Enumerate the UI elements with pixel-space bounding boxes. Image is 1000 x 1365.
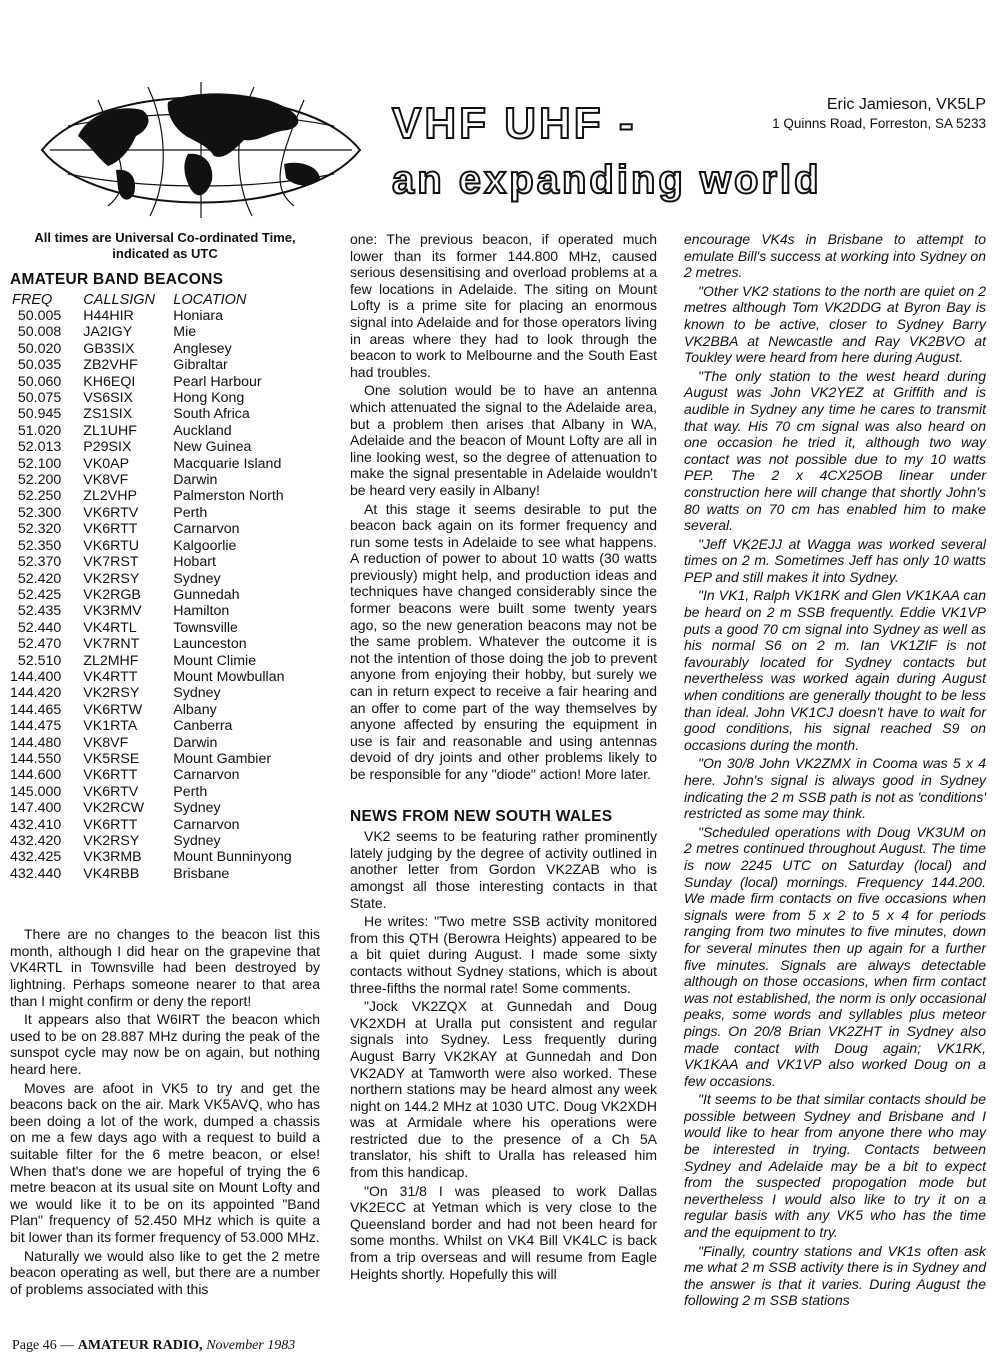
beacon-row	[10, 735, 292, 751]
beacon-location: Gunnedah	[173, 586, 240, 603]
beacon-row	[10, 849, 292, 865]
beacon-row	[10, 603, 292, 619]
beacon-row	[10, 538, 292, 554]
beacon-freq: 50.075	[17, 390, 62, 407]
beacon-location: Gibraltar	[173, 357, 228, 374]
beacon-freq: 52.510	[17, 652, 62, 669]
beacon-callsign: VK6RTW	[83, 701, 143, 718]
beacon-freq: 432.440	[10, 865, 62, 882]
beacon-table	[10, 292, 292, 883]
beacon-freq: 50.020	[17, 340, 62, 357]
beacon-callsign: ZB2VHF	[83, 357, 138, 374]
beacon-callsign: H44HIR	[83, 308, 134, 324]
footer-page: Page 46 —	[12, 1338, 75, 1353]
paragraph: "Jock VK2ZQX at Gunnedah and Doug VK2XDH at Uralla put consistent and regular signals into Sydney. Less frequently during August Barry VK2KAY at Gunnedah and Don VK2ADY at Tamworth were also worked. These northern stations may be heard almost any week night on 144.2 MHz at 1030 UTC. Doug VK2XDH was at Armidale where his operations were restricted due to the presence of a Ch 5A translator, his shift to Uralla has released him from this handicap.	[350, 998, 657, 1181]
beacon-location: Carnarvon	[173, 816, 240, 833]
beacon-location: Sydney	[173, 833, 221, 849]
paragraph: "In VK1, Ralph VK1RK and Glen VK1KAA can be heard on 2 m SSB frequently. Eddie VK1VP puts a good 70 cm signal into Sydney as well as his normal S6 on 2 m. Ian VK1ZIF is not favourably located for Sydney contacts but nevertheless was worked again during August when conditions are generally thought to be less than ideal. John VK1CJ doesn't have to wait for good conditions, his signal reached S9 on occasions during the month.	[684, 587, 986, 753]
beacon-freq: 50.060	[17, 373, 62, 390]
beacon-callsign: GB3SIX	[83, 340, 135, 357]
beacon-callsign: VK2RGB	[83, 586, 141, 603]
beacon-callsign: VS6SIX	[83, 390, 133, 407]
beacon-location: Macquarie Island	[173, 455, 282, 472]
beacon-location: Sydney	[173, 685, 221, 702]
beacon-row	[10, 571, 292, 587]
beacon-location: Albany	[173, 701, 217, 718]
beacon-location: Brisbane	[173, 865, 230, 882]
beacon-freq: 52.300	[17, 504, 62, 521]
beacon-callsign: VK8VF	[83, 472, 129, 489]
beacon-location: South Africa	[173, 406, 250, 423]
beacon-location: Mount Bunninyong	[173, 849, 292, 866]
beacon-location: Palmerston North	[173, 488, 284, 505]
beacon-freq: 432.420	[10, 833, 62, 849]
paragraph: "Jeff VK2EJJ at Wagga was worked several times on 2 m. Sometimes Jeff has only 10 watts PEP and still makes it into Sydney.	[684, 535, 986, 585]
beacon-freq: 50.008	[17, 324, 62, 341]
beacon-row	[10, 341, 292, 357]
beacon-row	[10, 751, 292, 767]
beacon-row	[10, 324, 292, 340]
paragraph: There are no changes to the beacon list this month, although I did hear on the grapevine that VK4RTL in Townsville had been destroyed by lightning. Perhaps someone nearer to that area than I might confirm or deny the report!	[10, 926, 320, 1009]
author-block	[772, 96, 986, 131]
beacon-callsign: VK2RCW	[83, 800, 144, 817]
beacon-callsign: VK2RSY	[83, 833, 140, 849]
beacon-table-body	[10, 308, 292, 882]
beacon-row	[10, 390, 292, 406]
beacon-callsign: ZS1SIX	[83, 406, 133, 423]
beacon-callsign: VK2RSY	[83, 685, 140, 702]
beacon-freq: 50.945	[17, 406, 62, 423]
beacon-row	[10, 653, 292, 669]
paragraph: "The only station to the west heard during August was John VK2YEZ at Griffith and is audible in Sydney any time he cares to transmit that way. His 70 cm signal was also heard on one occasion he tried it, although two way contact was not possible due to my 10 watts PEP. The 2 x 4CX25OB linear under construction here will change that shortly John's 80 watts on 70 cm has enabled him to make several.	[684, 367, 986, 534]
world-map-globe-logo	[38, 70, 364, 230]
author-name: Eric Jamieson, VK5LP	[826, 96, 986, 113]
beacon-row	[10, 505, 292, 521]
column-2-body	[350, 231, 657, 783]
column-2	[350, 231, 657, 1284]
paragraph: VK2 seems to be featuring rather prominently lately judging by the degree of activity outlined in another letter from Gordon VK2ZAB who is amongst all those interesting contacts in that State.	[350, 828, 657, 911]
beacon-row	[10, 374, 292, 390]
beacon-location: Mount Mowbullan	[173, 668, 285, 685]
beacon-location: Hong Kong	[173, 390, 245, 407]
beacon-row	[10, 521, 292, 537]
beacon-row	[10, 767, 292, 783]
paragraph: Moves are afoot in VK5 to try and get the beacons back on the air. Mark VK5AVQ, who has been doing a lot of the work, dumped a chassis on me a few days ago with a request to build a suitable filter for the 6 metre beacon, or else! When that's done we are hopeful of trying the 6 metre beacon at its usual site on Mount Lofty and we would like it to be on its appointed "Band Plan" frequency of 52.450 MHz which is quite a bit lower than its former frequency of 53.000 MHz.	[10, 1079, 320, 1245]
beacon-callsign: VK4RTL	[83, 619, 137, 636]
beacon-callsign: KH6EQI	[83, 373, 136, 390]
beacon-location: Sydney	[173, 570, 221, 587]
beacon-freq: 50.005	[17, 308, 62, 324]
beacon-location: Darwin	[173, 472, 218, 489]
title-line-2: an expanding world	[392, 158, 822, 202]
beacon-freq: 432.410	[10, 816, 62, 833]
beacon-row	[10, 488, 292, 504]
beacon-location: Hobart	[173, 554, 216, 571]
beacon-freq: 432.425	[10, 849, 62, 866]
beacon-location: Auckland	[173, 422, 232, 439]
beacon-row	[10, 784, 292, 800]
page-footer	[12, 1338, 295, 1354]
beacon-row	[10, 800, 292, 816]
beacon-freq: 52.100	[17, 455, 62, 472]
beacon-callsign: VK2RSY	[83, 570, 140, 587]
beacon-freq: 52.435	[17, 603, 62, 620]
col-header-callsign: CALLSIGN	[83, 291, 156, 308]
beacon-location: New Guinea	[173, 439, 252, 456]
utc-note: All times are Universal Co-ordinated Time, indicated as UTC	[34, 230, 296, 261]
beacon-row	[10, 587, 292, 603]
beacon-location: Perth	[173, 783, 208, 800]
beacon-callsign: ZL1UHF	[83, 422, 137, 439]
beacon-callsign: VK1RTA	[83, 718, 138, 735]
beacon-freq: 52.370	[17, 554, 62, 571]
beacon-row	[10, 636, 292, 652]
paragraph: "Scheduled operations with Doug VK3UM on 2 metres continued throughout August. The time is now 2245 UTC on Saturday (local) and Sunday (local) mornings. Frequency 144.200. We made firm contacts on five occasions when signals were from 5 x 2 to 5 x 4 for periods ranging from two minutes to five minutes, down for several minutes then up again for a further five minutes. Signals are always detectable although on those occasions, when firm contact was not established, the norm is only occasional peaks, some words and syllables plus meteor pings. On 20/8 Brian VK2ZHT in Sydney also made contact with Doug again; VK1RK, VK1KAA and VK1VP also worked Doug on a few occasions.	[684, 823, 986, 1089]
beacon-freq: 52.200	[17, 472, 62, 489]
beacon-row	[10, 833, 292, 849]
nsw-heading: NEWS FROM NEW SOUTH WALES	[350, 807, 613, 825]
beacon-freq: 144.475	[10, 718, 62, 735]
beacon-freq: 52.250	[17, 488, 62, 505]
beacon-callsign: P29SIX	[83, 439, 132, 456]
beacon-freq: 50.035	[17, 357, 62, 374]
beacons-heading: AMATEUR BAND BEACONS	[10, 271, 224, 288]
beacon-location: Carnarvon	[173, 767, 240, 784]
beacon-callsign: VK6RTV	[83, 504, 139, 521]
nsw-body	[350, 828, 657, 1282]
paragraph: "It seems to be that similar contacts should be possible between Sydney and Brisbane and I would like to hear from anyone there who may be interested in trying. Contacts between Sydney and Adelaide may be a bit to expect from the suspected propogation mode but nevertheless I would also like to try it on a regular basis with any VK5 who has the time and the equipment to try.	[684, 1091, 986, 1241]
paragraph: one: The previous beacon, if operated much lower than its former 144.800 MHz, caused serious desensitising and overload problems at a few locations in Adelaide. The siting on Mount Lofty is a prime site for placing an enormous signal into Adelaide and for those operators living in areas where they had to look through the beacon to work to Melbourne and the South East had troubles.	[350, 231, 657, 380]
beacon-row	[10, 456, 292, 472]
beacon-callsign: VK7RST	[83, 554, 139, 571]
beacon-callsign: VK7RNT	[83, 636, 140, 653]
beacon-callsign: JA2IGY	[83, 324, 133, 341]
beacon-freq: 52.470	[17, 636, 62, 653]
beacon-callsign: VK5RSE	[83, 750, 140, 767]
beacon-row	[10, 669, 292, 685]
beacon-freq: 144.480	[10, 734, 62, 751]
footer-date: November 1983	[206, 1338, 296, 1353]
beacon-callsign: VK4RBB	[83, 865, 140, 882]
beacon-row	[10, 866, 292, 882]
beacon-callsign: VK6RTU	[83, 537, 140, 554]
beacon-callsign: VK4RTT	[83, 668, 138, 685]
beacon-row	[10, 620, 292, 636]
beacon-callsign: VK3RMV	[83, 603, 142, 620]
column-3-body	[684, 231, 986, 1309]
beacon-row	[10, 406, 292, 422]
beacon-freq: 144.420	[10, 685, 62, 702]
beacon-table-header	[10, 292, 292, 308]
beacon-row	[10, 472, 292, 488]
footer-magazine: AMATEUR RADIO,	[77, 1338, 203, 1353]
beacon-location: Mount Gambier	[173, 750, 272, 767]
beacon-freq: 145.000	[10, 783, 62, 800]
beacon-location: Perth	[173, 504, 208, 521]
beacon-callsign: VK8VF	[83, 734, 129, 751]
column-1-body	[10, 926, 320, 1297]
beacon-freq: 51.020	[17, 422, 62, 439]
beacon-location: Mount Climie	[173, 652, 257, 669]
beacon-location: Mie	[173, 324, 197, 341]
beacon-row	[10, 554, 292, 570]
paragraph: "Other VK2 stations to the north are quiet on 2 metres although Tom VK2DDG at Byron Bay is known to be active, closer to Sydney Barry VK2BBA at Newcastle and Ray VK2BVO at Toukley were heard from here during August.	[684, 282, 986, 366]
paragraph: encourage VK4s in Brisbane to attempt to emulate Bill's success at working into Sydney on 2 metres.	[684, 231, 986, 281]
beacon-callsign: VK6RTT	[83, 521, 138, 538]
beacon-location: Pearl Harbour	[173, 373, 262, 390]
beacon-row	[10, 718, 292, 734]
beacon-location: Townsville	[173, 619, 238, 636]
beacon-row	[10, 702, 292, 718]
beacon-location: Carnarvon	[173, 521, 240, 538]
beacon-freq: 52.425	[17, 586, 62, 603]
beacon-row	[10, 357, 292, 373]
beacon-callsign: VK6RTT	[83, 816, 138, 833]
beacon-freq: 52.440	[17, 619, 62, 636]
beacon-row	[10, 308, 292, 324]
beacon-location: Darwin	[173, 734, 218, 751]
col-header-freq: FREQ	[12, 291, 53, 308]
beacon-row	[10, 817, 292, 833]
beacon-callsign: ZL2VHP	[83, 488, 137, 505]
beacon-freq: 52.420	[17, 570, 62, 587]
beacon-location: Honiara	[173, 308, 223, 324]
beacon-row	[10, 439, 292, 455]
col-header-location: LOCATION	[173, 291, 247, 308]
paragraph: He writes: "Two metre SSB activity monitored from this QTH (Berowra Heights) appeared to be a bit quiet during August. I made some sixty contacts without Sydney stations, which is about three-fifths the normal rate! Some comments.	[350, 913, 657, 996]
beacon-freq: 144.465	[10, 701, 62, 718]
beacon-callsign: VK3RMB	[83, 849, 142, 866]
paragraph: At this stage it seems desirable to put the beacon back again on its former frequency and run some tests in Adelaide to see what happens. A reduction of power to about 10 watts (30 watts previously) might help, and production ideas and techniques have changed considerably since the former beacons were built some twenty years ago, so the new generation beacons may not be the same problem. Whatever the outcome it is not the intention of those doing the job to prevent anyone from enjoying their hobby, but surely we can in return expect to receive a fair hearing and an offer to come part of the way themselves by anyone affected by ensuring the equipment in use is fair and reasonable and using antennas devoid of dry joints and other problems likely to be responsible for any "diode" action! More later.	[350, 500, 657, 782]
beacon-callsign: VK0AP	[83, 455, 130, 472]
beacon-freq: 52.320	[17, 521, 62, 538]
paragraph: "On 30/8 John VK2ZMX in Cooma was 5 x 4 here. John's signal is always good in Sydney indicating the 2 m SSB path is not as 'conditions' restricted as some may think.	[684, 755, 986, 822]
paragraph: "Finally, country stations and VK1s often ask me what 2 m SSB activity there is in Sydney and the answer is that it varies. During August the following 2 m SSB stations	[684, 1242, 986, 1309]
paragraph: One solution would be to have an antenna which attenuated the signal to the Adelaide area, but a problem then arises that Albany in WA, Adelaide and the beacon of Mount Lofty are all in line looking west, so the degree of attenuation to make the signal presentable in Adelaide wouldn't be heard very easily in Albany!	[350, 382, 657, 498]
column-3	[684, 231, 986, 1311]
title-line-1: VHF UHF -	[392, 99, 637, 148]
paragraph: Naturally we would also like to get the 2 metre beacon operating as well, but there are a number of problems associated with this	[10, 1247, 320, 1297]
beacon-freq: 147.400	[10, 800, 62, 817]
beacon-row	[10, 685, 292, 701]
beacon-location: Kalgoorlie	[173, 537, 237, 554]
beacon-location: Anglesey	[173, 340, 232, 357]
beacon-callsign: VK6RTV	[83, 783, 139, 800]
paragraph: It appears also that W6IRT the beacon which used to be on 28.887 MHz during the peak of the sunspot cycle may now be on again, but nothing heard here.	[10, 1011, 320, 1077]
beacon-freq: 144.550	[10, 750, 62, 767]
beacon-freq: 144.400	[10, 668, 62, 685]
beacon-freq: 52.013	[17, 439, 62, 456]
beacon-row	[10, 423, 292, 439]
beacon-freq: 144.600	[10, 767, 62, 784]
column-1	[10, 230, 320, 1299]
beacon-location: Canberra	[173, 718, 233, 735]
paragraph: "On 31/8 I was pleased to work Dallas VK2ECC at Yetman which is very close to the Queensland border and had not been heard for some months. Whilst on VK4 Bill VK4LC is back from a trip overseas and will resume from Eagle Heights shortly. Hopefully this will	[350, 1182, 657, 1282]
beacon-freq: 52.350	[17, 537, 62, 554]
beacon-location: Hamilton	[173, 603, 230, 620]
beacon-callsign: ZL2MHF	[83, 652, 139, 669]
beacon-callsign: VK6RTT	[83, 767, 138, 784]
beacon-location: Launceston	[173, 636, 247, 653]
beacon-location: Sydney	[173, 800, 221, 817]
author-address: 1 Quinns Road, Forreston, SA 5233	[772, 116, 986, 131]
